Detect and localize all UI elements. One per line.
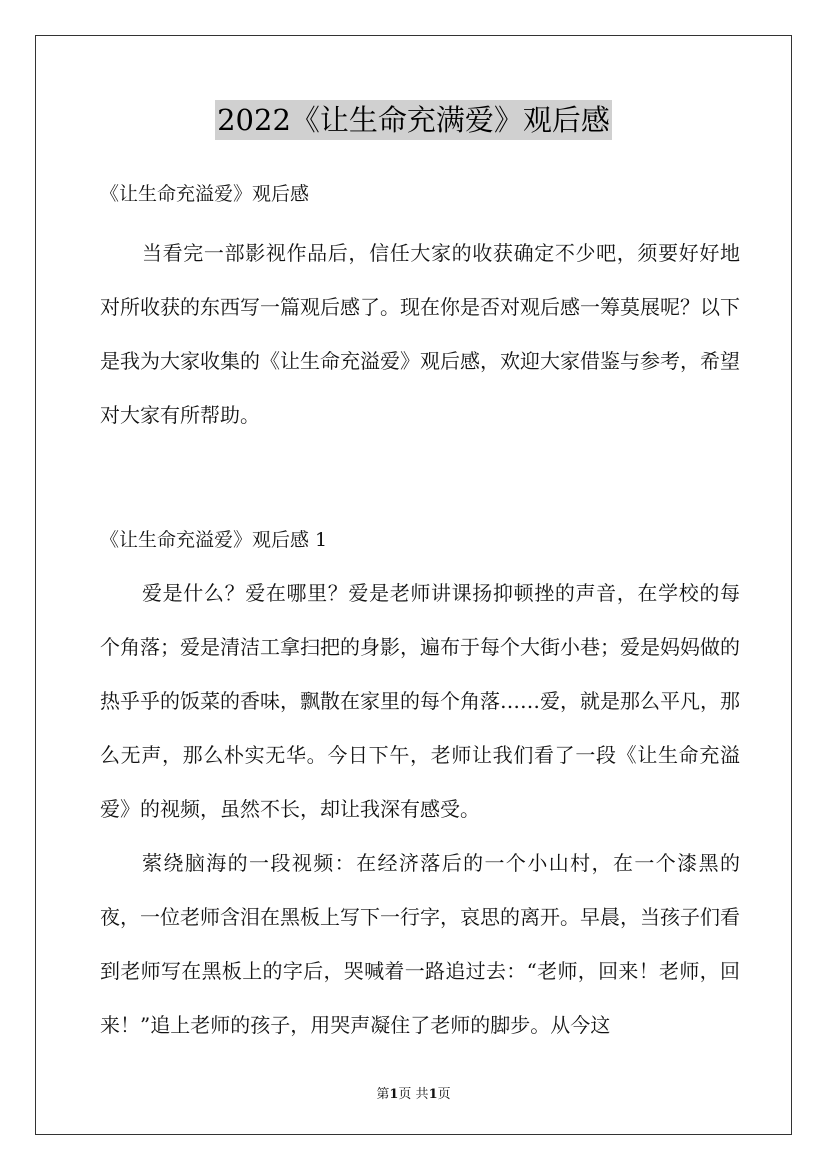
document-title: 2022《让生命充满爱》观后感 — [215, 100, 612, 140]
intro-paragraph: 当看完一部影视作品后，信任大家的收获确定不少吧，须要好好地对所收获的东西写一篇观后感了。现在你是否对观后感一筹莫展呢？以下是我为大家收集的《让生命充溢爱》观后感，欢迎大家借鉴与参考，希望对大家有所帮助。 — [100, 241, 740, 427]
page-total: 1 — [428, 1087, 438, 1102]
section-paragraph-1: 爱是什么？爱在哪里？爱是老师讲课扬抑顿挫的声音，在学校的每个角落；爱是清洁工拿扫把的身影，遍布于每个大街小巷；爱是妈妈做的热乎乎的饭菜的香味，飘散在家里的每个角落……爱，就是那么平凡，那么无声，那么朴实无华。今日下午，老师让我们看了一段《让生命充溢爱》的视频，虽然不长，却让我深有感受。 — [100, 581, 740, 821]
document-body — [100, 176, 740, 1052]
page-footer — [0, 1083, 827, 1102]
page-label-mid: 页 共 — [398, 1087, 429, 1102]
page-label-prefix: 第 — [376, 1087, 390, 1102]
title-container — [0, 100, 827, 140]
page-label-suffix: 页 — [437, 1087, 451, 1102]
page-current: 1 — [389, 1087, 399, 1102]
section-heading: 《让生命充溢爱》观后感 1 — [100, 529, 328, 551]
document-subtitle: 《让生命充溢爱》观后感 — [100, 183, 310, 205]
section-paragraph-2: 萦绕脑海的一段视频：在经济落后的一个小山村，在一个漆黑的夜，一位老师含泪在黑板上写下一行字，哀思的离开。早晨，当孩子们看到老师写在黑板上的字后，哭喊着一路追过去：“老师，回来！老师，回来！”追上老师的孩子，用哭声凝住了老师的脚步。从今这 — [100, 851, 740, 1037]
